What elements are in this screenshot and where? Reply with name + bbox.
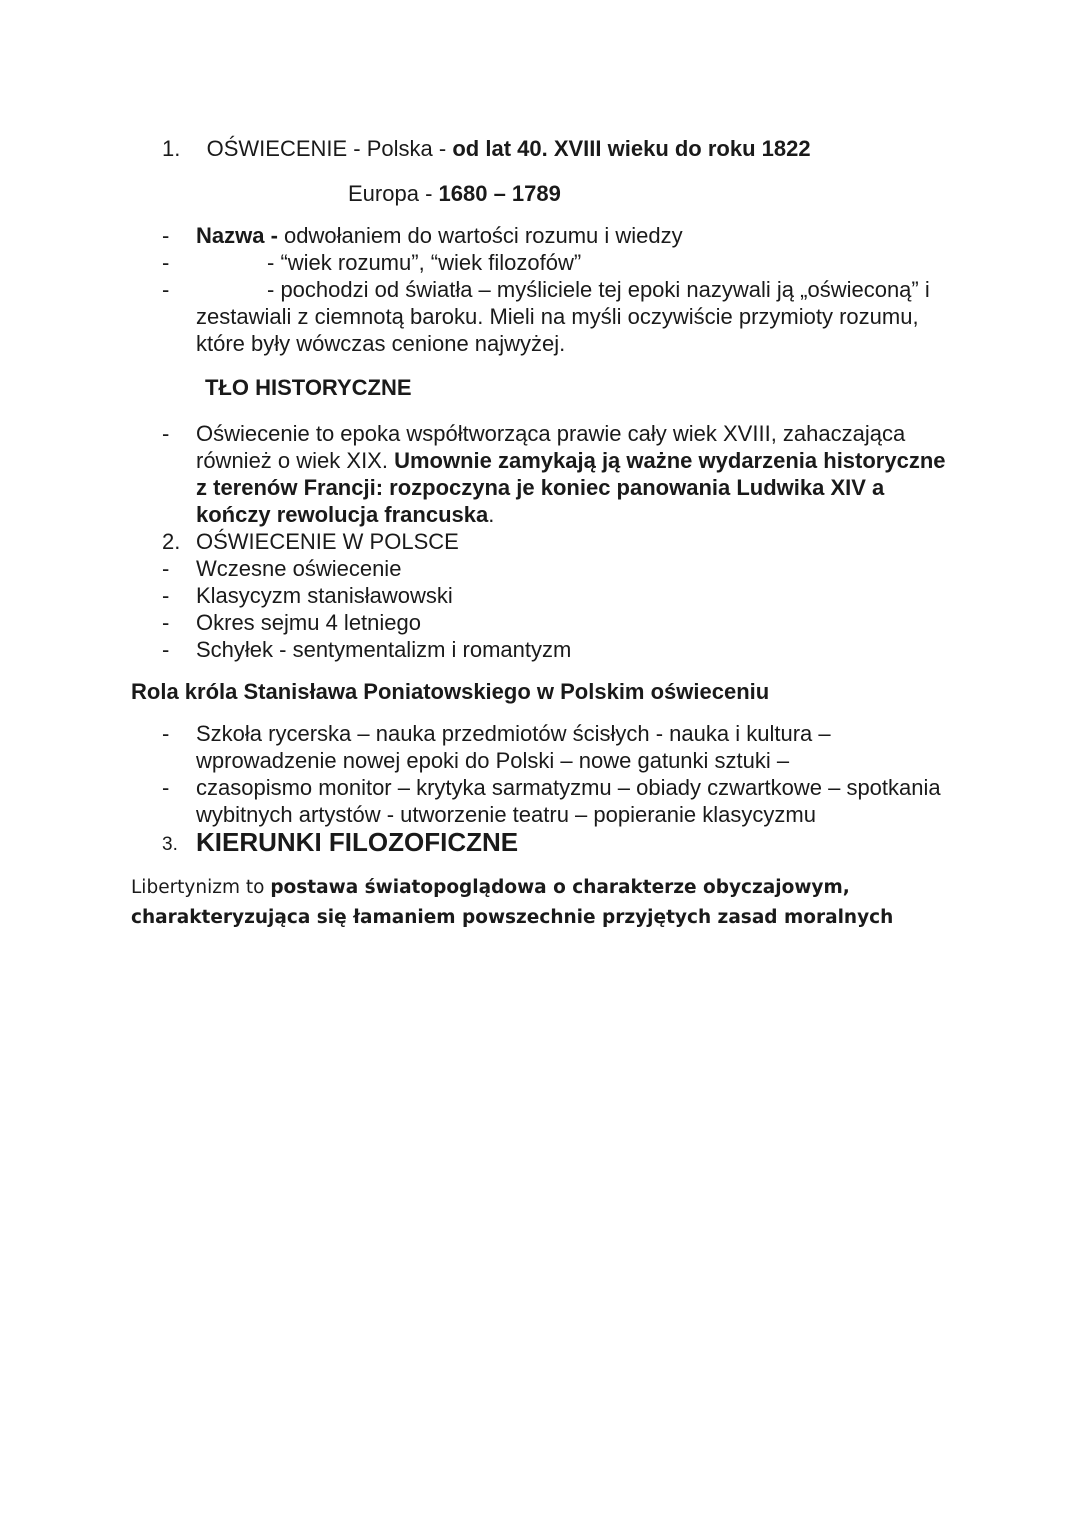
rola-line-4: wybitnych artystów - utworzenie teatru – popieranie klasycyzmu bbox=[196, 802, 816, 827]
section-2-number: 2. bbox=[162, 529, 181, 554]
libertynizm-line-1: Libertynizm to postawa światopoglądowa o charakterze obyczajowym, bbox=[131, 877, 850, 898]
tlo-line-2: również o wiek XIX. Umownie zamykają ją ważne wydarzenia historyczne bbox=[196, 448, 946, 473]
europa-label: Europa bbox=[348, 181, 419, 206]
nazwa-line-3: - pochodzi od światła – myśliciele tej epoki nazywali ją „oświeconą” i bbox=[267, 277, 930, 302]
europa-range: 1680 – 1789 bbox=[438, 181, 561, 206]
section-1-title: OŚWIECENIE bbox=[206, 136, 348, 161]
tlo-line-3: z terenów Francji: rozpoczyna je koniec panowania Ludwika XIV a bbox=[196, 475, 885, 500]
bullet: - bbox=[162, 583, 170, 608]
europa-line: Europa - 1680 – 1789 bbox=[348, 181, 561, 206]
bullet: - bbox=[162, 637, 170, 662]
bullet: - bbox=[162, 556, 170, 581]
bullet: - bbox=[162, 421, 170, 446]
nazwa-line-2: - “wiek rozumu”, “wiek filozofów” bbox=[267, 250, 582, 275]
polska-label: Polska bbox=[366, 136, 433, 161]
nazwa-line-5: które były wówczas cenione najwyżej. bbox=[196, 331, 566, 356]
section-1-heading: 1. OŚWIECENIE - Polska - od lat 40. XVIII wieku do roku 1822 bbox=[162, 136, 811, 161]
section-3-number: 3. bbox=[162, 834, 178, 855]
bullet: - bbox=[162, 277, 170, 302]
bullet: - bbox=[162, 775, 170, 800]
bullet: - bbox=[162, 721, 170, 746]
section-3-title: KIERUNKI FILOZOFICZNE bbox=[196, 827, 519, 857]
rola-line-3: czasopismo monitor – krytyka sarmatyzmu – obiady czwartkowe – spotkania bbox=[196, 775, 941, 800]
section-2-item: Okres sejmu 4 letniego bbox=[196, 610, 421, 635]
bullet: - bbox=[162, 223, 170, 248]
section-2-item: Schyłek - sentymentalizm i romantyzm bbox=[196, 637, 572, 662]
rola-line-1: Szkoła rycerska – nauka przedmiotów ścisłych - nauka i kultura – bbox=[196, 721, 831, 746]
polska-range: od lat 40. XVIII wieku do roku 1822 bbox=[452, 136, 811, 161]
nazwa-line-1: Nazwa - odwołaniem do wartości rozumu i wiedzy bbox=[196, 223, 683, 248]
rola-heading: Rola króla Stanisława Poniatowskiego w Polskim oświeceniu bbox=[131, 679, 770, 704]
libertynizm-line-2: charakteryzująca się łamaniem powszechnie przyjętych zasad moralnych bbox=[131, 907, 894, 928]
section-1-number: 1. bbox=[162, 136, 181, 161]
tlo-heading: TŁO HISTORYCZNE bbox=[205, 375, 412, 400]
bullet: - bbox=[162, 250, 170, 275]
bullet: - bbox=[162, 610, 170, 635]
tlo-line-4: kończy rewolucja francuska. bbox=[196, 502, 495, 527]
rola-line-2: wprowadzenie nowej epoki do Polski – nowe gatunki sztuki – bbox=[196, 748, 790, 773]
tlo-line-1: Oświecenie to epoka współtworząca prawie cały wiek XVIII, zahaczająca bbox=[196, 421, 906, 446]
nazwa-label: Nazwa - bbox=[196, 223, 278, 248]
section-2-item: Klasycyzm stanisławowski bbox=[196, 583, 453, 608]
nazwa-line-4: zestawiali z ciemnotą baroku. Mieli na myśli oczywiście przymioty rozumu, bbox=[196, 304, 919, 329]
section-2-item: Wczesne oświecenie bbox=[196, 556, 402, 581]
section-2-title: OŚWIECENIE W POLSCE bbox=[196, 529, 459, 554]
